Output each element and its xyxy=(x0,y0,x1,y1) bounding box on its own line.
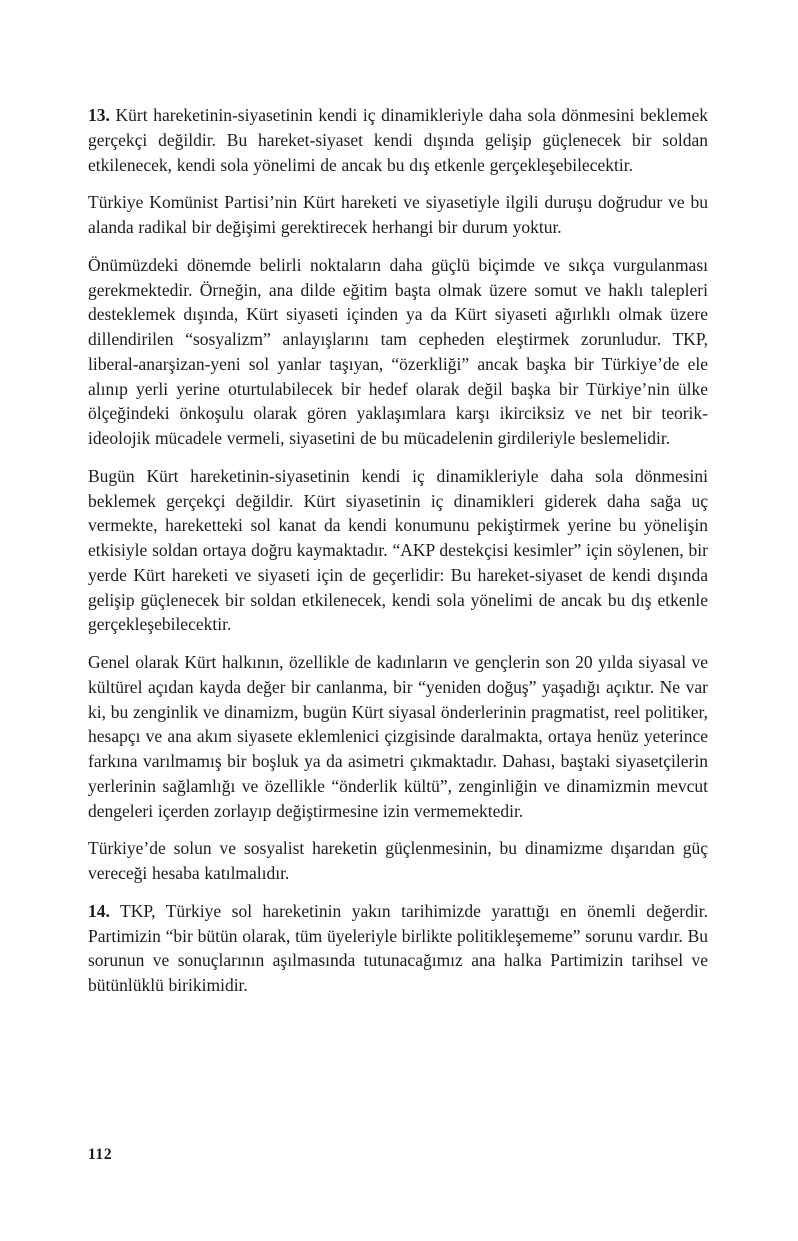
paragraph-upcoming-period-text: Önümüzdeki dönemde belirli noktaların daha güçlü biçimde ve sıkça vurgulanması gerekmektedir. Örneğin, ana dilde eğitim başta olmak üzere somut ve haklı talepleri desteklemek dışında, Kürt siyaseti içinden ya da Kürt siyaseti ağırlıklı olmak üzere dillendirilen “sosyalizm” anlayışlarını tam cepheden eleştirmek zorunludur. TKP, liberal-anarşizan-yeni sol yanlar taşıyan, “özerkliği” ancak başka bir Türkiye’de ele alınıp yerli yerine oturtulabilecek bir hedef olarak değil başka bir Türkiye’nin ülke ölçeğindeki önkoşulu olarak gören yaklaşımlara karşı ikirciksiz ve net bir teorik-ideolojik mücadele vermeli, siyasetini de bu mücadelenin girdileriyle beslemelidir. xyxy=(88,254,708,448)
paragraph-tkp-stance xyxy=(88,190,708,240)
paragraph-kurt-people xyxy=(88,650,708,823)
paragraph-kurt-dynamics-text: Bugün Kürt hareketinin-siyasetinin kendi iç dinamikleriyle daha sola dönmesini beklemek gerçekçi değildir. Kürt siyasetinin iç dinamikleri giderek daha sağa uç vermekte, hareketteki sol kanat da kendi konumunu pekiştirmek yerine bu yönelişin etkisiyle soldan ortaya doğru kaymaktadır. “AKP destekçisi kesimler” için söylenen, bir yerde Kürt hareketi ve siyaseti için de geçerlidir: Bu hareket-siyaset de kendi dışında gelişip güçlenecek bir soldan etkilenecek, kendi sola yönelimi de ancak bu dış etkenle gerçekleşebilecektir. xyxy=(88,465,708,635)
paragraph-kurt-dynamics xyxy=(88,464,708,637)
paragraph-13 xyxy=(88,103,708,177)
paragraph-socialist-movement-text: Türkiye’de solun ve sosyalist hareketin güçlenmesinin, bu dinamizme dışarıdan güç vereceği hesaba katılmalıdır. xyxy=(88,838,708,883)
page-number: 112 xyxy=(88,1146,113,1163)
paragraph-13-text: Kürt hareketinin-siyasetinin kendi iç dinamikleriyle daha sola dönmesini beklemek gerçekçi değildir. Bu hareket-siyaset kendi dışında gelişip güçlenecek bir soldan etkilenecek, kendi sola yönelimi de ancak bu dış etkenle gerçekleşebilecektir. xyxy=(88,105,708,175)
paragraph-upcoming-period xyxy=(88,253,708,451)
paragraph-13-number: 13. xyxy=(88,105,110,125)
text-block xyxy=(88,103,708,998)
paragraph-socialist-movement xyxy=(88,836,708,886)
paragraph-14 xyxy=(88,899,708,998)
paragraph-kurt-people-text: Genel olarak Kürt halkının, özellikle de kadınların ve gençlerin son 20 yılda siyasal ve kültürel açıdan kayda değer bir canlanma, bir “yeniden doğuş” yaşadığı açıktır. Ne var ki, bu zenginlik ve dinamizm, bugün Kürt siyasal önderlerinin pragmatist, reel politiker, hesapçı ve ana akım siyasete eklemlenici çizgisinde daralmakta, ortaya henüz yeterince farkına varılmamış bir boşluk ya da asimetri çıkmaktadır. Dahası, baştaki siyasetçilerin yerlerinin sağlamlığı ve özellikle “önderlik kültü”, zenginliğin ve dinamizmin mevcut dengeleri içerden zorlayıp değiştirmesine izin vermemektedir. xyxy=(88,652,708,821)
paragraph-14-text: TKP, Türkiye sol hareketinin yakın tarihimizde yarattığı en önemli değerdir. Partimizin “bir bütün olarak, tüm üyeleriyle birlikte politikleşememe” sorunu vardır. Bu sorunun ve sonuçlarının aşılmasında tutunacağımız ana halka Partimizin tarihsel ve bütünlüklü birikimidir. xyxy=(88,900,708,995)
paragraph-tkp-stance-text: Türkiye Komünist Partisi’nin Kürt hareketi ve siyasetiyle ilgili duruşu doğrudur ve bu alanda radikal bir değişimi gerektirecek herhangi bir durum yoktur. xyxy=(88,192,708,237)
paragraph-14-number: 14. xyxy=(88,900,110,921)
